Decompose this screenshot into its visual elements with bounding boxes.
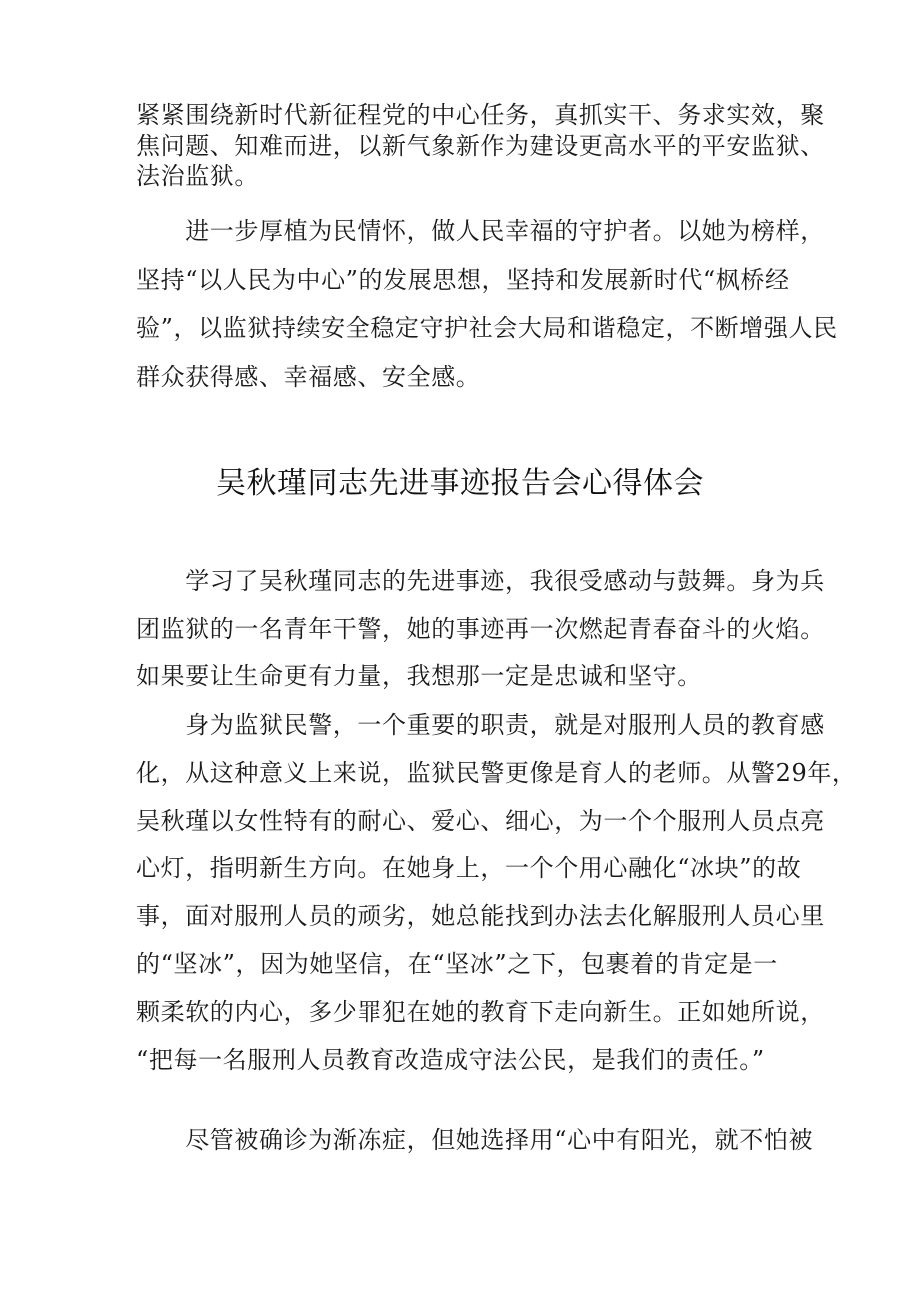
text-line: 吴秋瑾以女性特有的耐心、爱心、细心，为一个个服刑人员点亮 <box>136 806 825 835</box>
text-line: 化，从这种意义上来说，监狱民警更像是育人的老师。从警29年， <box>136 758 857 787</box>
text-line: 尽管被确诊为渐冻症，但她选择用“心中有阳光，就不怕被 <box>136 1126 814 1154</box>
text-line: 群众获得感、幸福感、安全感。 <box>136 362 481 391</box>
text-line: 身为监狱民警，一个重要的职责，就是对服刑人员的教育感 <box>136 711 825 739</box>
text-line: 颗柔软的内心，多少罪犯在她的教育下走向新生。正如她所说， <box>136 997 825 1026</box>
article-paragraph-1 <box>136 558 825 701</box>
text-line: 学习了吴秋瑾同志的先进事迹，我很受感动与鼓舞。身为兵 <box>136 567 825 595</box>
text-line: 心灯，指明新生方向。在她身上，一个个用心融化“冰块”的故 <box>136 854 802 883</box>
intro-paragraph-1 <box>136 100 825 192</box>
text-line: 法治监狱。 <box>136 162 259 190</box>
article-title: 吴秋瑾同志先进事迹报告会心得体会 <box>216 466 704 501</box>
text-line: 的“坚冰”，因为她坚信，在“坚冰”之下，包裹着的肯定是一 <box>136 949 778 978</box>
text-line: 进一步厚植为民情怀，做人民幸福的守护者。以她为榜样， <box>136 217 825 245</box>
text-line: 如果要让生命更有力量，我想那一定是忠诚和坚守。 <box>136 662 702 690</box>
text-line: 坚持“以人民为中心”的发展思想，坚持和发展新时代“枫桥经 <box>136 265 790 294</box>
text-line: 事，面对服刑人员的顽劣，她总能找到办法去化解服刑人员心里 <box>136 902 825 931</box>
intro-paragraph-2 <box>136 207 838 401</box>
text-line: 焦问题、知难而进，以新气象新作为建设更高水平的平安监狱、 <box>136 131 825 160</box>
text-line: 紧紧围绕新时代新征程党的中心任务，真抓实干、务求实效，聚 <box>136 101 825 129</box>
article-paragraph-2 <box>136 702 857 1084</box>
article-paragraph-3 <box>136 1125 814 1156</box>
text-line: 验”，以监狱持续安全稳定守护社会大局和谐稳定，不断增强人民 <box>136 314 838 342</box>
text-line: “把每一名服刑人员教育改造成守法公民，是我们的责任。” <box>136 1045 765 1074</box>
text-line: 团监狱的一名青年干警，她的事迹再一次燃起青春奋斗的火焰。 <box>136 614 825 643</box>
